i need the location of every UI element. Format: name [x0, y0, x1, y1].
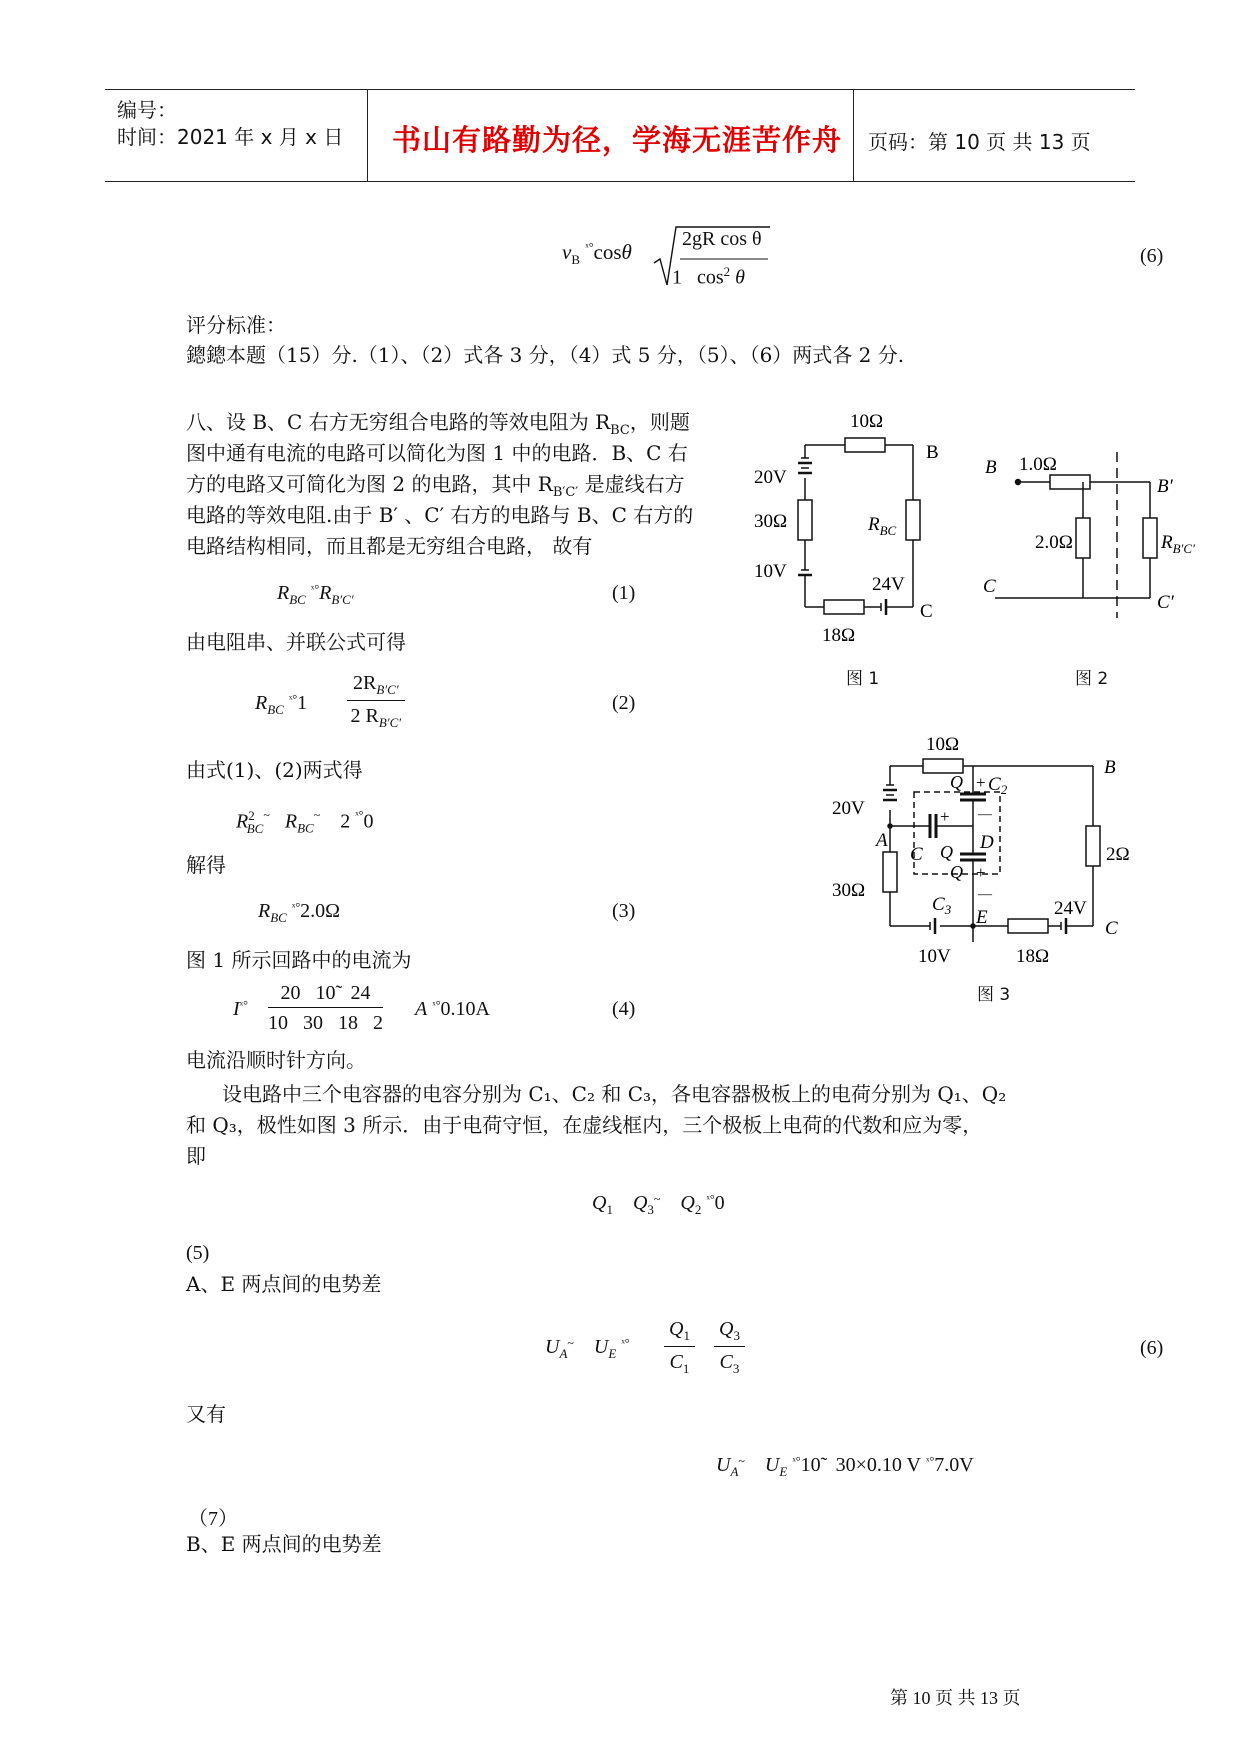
- fig2-c-label: C: [983, 576, 996, 597]
- para8-line1: 八、设 B、C 右方无穷组合电路的等效电阻为 $R_{BC}$，则题: [186, 410, 690, 438]
- fig3-plus2: +: [940, 807, 950, 826]
- equation-4-rhs: A $^{ˣ^\circ}$0.10A: [415, 998, 490, 1020]
- text-clockwise: 电流沿顺时针方向。: [186, 1048, 366, 1072]
- fig3-c1-label: C: [910, 844, 923, 865]
- fig1-v2-label: 10V: [754, 561, 787, 582]
- fig3-v2-label: 10V: [918, 946, 951, 967]
- equation-7: $U_A^\sim$ $U_E$ $^{ˣ^\circ}$10̃ 30×0.10 V $^{ˣ^\circ}$7.0V: [716, 1454, 974, 1479]
- fig3-v3-label: 24V: [1054, 898, 1087, 919]
- eq-number-5: (5): [186, 1242, 210, 1264]
- header-motto: 书山有路勤为径，学海无涯苦作舟: [392, 123, 843, 157]
- equation-vb: $v_B$ $^{ˣ^\circ}$cosθ: [562, 240, 632, 268]
- text-from-eq12: 由式(1)、(2)两式得: [186, 758, 363, 782]
- fig3-c-label: C: [1105, 918, 1118, 939]
- header-divider-left: [367, 89, 368, 182]
- fig3-c2-label: $C_2$: [988, 774, 1008, 797]
- equation-1: $R_{BC}$ $^{ˣ^\circ}R_{B'C'}$: [277, 582, 354, 607]
- fig1-r3-label: 18Ω: [822, 625, 856, 645]
- footer-page-number: 第 10 页 共 13 页: [890, 1688, 1021, 1708]
- fig3-q3-label: Q: [950, 862, 963, 882]
- text-series-parallel: 由电阻串、并联公式可得: [186, 630, 406, 654]
- fig3-a-label: A: [876, 830, 888, 851]
- header-divider-right: [853, 89, 854, 182]
- sqrt-numerator: 2gR cos θ: [682, 228, 762, 250]
- figure-3-caption: 图 3: [977, 985, 1011, 1005]
- text-current: 图 1 所示回路中的电流为: [186, 948, 412, 972]
- fig1-r1-label: 10Ω: [850, 411, 884, 432]
- para8-line5: 电路结构相同，而且都是无穷组合电路， 故有: [186, 534, 593, 558]
- fig2-r2-label: 2.0Ω: [1035, 532, 1073, 553]
- fig3-e-label: E: [976, 907, 988, 928]
- fig2-b-label: B: [985, 457, 997, 478]
- fig2-rbc-label: $R_{B'C'}$: [1161, 532, 1195, 556]
- fig3-minus1: —: [978, 807, 992, 822]
- fig1-rbc-label: $R_{BC}$: [868, 514, 897, 538]
- equation-5: $Q_1$ $Q_3^\sim$ $Q_2$ $^{ˣ^\circ}$0: [592, 1192, 725, 1217]
- equation-quadratic: $R^2_{BC}^\sim$ $R_{BC}^\sim$ 2 $^{ˣ^\circ}$0: [236, 808, 374, 836]
- fig3-r2-label: 2Ω: [1106, 844, 1130, 865]
- eq-symbol: v: [562, 240, 572, 264]
- equation-2-lhs: $R_{BC}$ $^{ˣ^\circ}$1: [255, 692, 308, 717]
- header-top-rule: [105, 89, 1135, 90]
- text-also: 又有: [186, 1402, 226, 1426]
- fig1-b-label: B: [926, 442, 939, 463]
- grading-title: 评分标准：: [186, 313, 286, 337]
- text-BE: B、E 两点间的电势差: [186, 1532, 382, 1556]
- figure-3-circuit: [830, 730, 1140, 975]
- para-cap-line2: 和 Q₃，极性如图 3 所示．由于电荷守恒，在虚线框内，三个极板上电荷的代数和应为零，: [186, 1113, 983, 1137]
- fig2-bp-label: B′: [1157, 476, 1173, 497]
- equation-6-lhs: $U_A^\sim$ $U_E$ $^{ˣ^\circ}$: [545, 1336, 630, 1361]
- equation-6-frac1: $Q_1$ $C_1$: [664, 1318, 695, 1377]
- fig3-plus3: +: [976, 863, 986, 882]
- fig3-r4-label: 18Ω: [1016, 946, 1050, 967]
- header-page-label: 页码：第 10 页 共 13 页: [868, 130, 1091, 154]
- eq-number-7: （7）: [188, 1508, 238, 1530]
- eq-number-3: (3): [612, 900, 636, 922]
- equation-4-fraction: 20 10̃ 24 10 30 18 2: [268, 982, 383, 1034]
- eq-number-6b: (6): [1140, 1337, 1164, 1359]
- header-number-label: 编号：: [117, 98, 177, 122]
- sqrt-denominator: 1 $\cos^2 \theta$: [672, 264, 745, 289]
- text-AE: A、E 两点间的电势差: [186, 1272, 382, 1296]
- fig3-v1-label: 20V: [832, 798, 865, 819]
- eq-number-2: (2): [612, 692, 636, 714]
- figure-2-circuit: [975, 440, 1195, 620]
- fig1-r2-label: 30Ω: [754, 511, 788, 532]
- eq-number-1: (1): [612, 582, 636, 604]
- para-cap-line1: 设电路中三个电容器的电容分别为 C₁、C₂ 和 C₃，各电容器极板上的电荷分别为 Q₁、Q₂: [222, 1082, 1007, 1106]
- figure-1-caption: 图 1: [846, 669, 880, 689]
- para8-line4: 电路的等效电阻.由于 B′ 、C′ 右方的电路与 B、C 右方的: [186, 503, 694, 527]
- equation-4-lhs: $I^{ˣ^\circ}$: [233, 998, 248, 1020]
- fig1-c-label: C: [920, 601, 933, 622]
- header-time-label: 时间：2021 年 x 月 x 日: [117, 125, 344, 149]
- fig3-r1-label: 10Ω: [926, 734, 960, 755]
- figure-2-caption: 图 2: [1075, 669, 1109, 689]
- header-bottom-rule: [105, 181, 1135, 182]
- fig2-r1-label: 1.0Ω: [1019, 454, 1057, 475]
- equation-6-frac2: $Q_3$ $C_3$: [714, 1318, 745, 1377]
- para8-line3: 方的电路又可简化为图 2 的电路，其中 $R_{B'C'}$ 是虚线右方: [186, 472, 685, 500]
- eq-number-4: (4): [612, 998, 636, 1020]
- fig3-b-label: B: [1104, 757, 1116, 778]
- fig1-v3-label: 24V: [872, 574, 905, 595]
- equation-3: $R_{BC}$ $^{ˣ^\circ}$2.0Ω: [258, 900, 340, 925]
- fig3-minus2: —: [978, 887, 992, 902]
- para-cap-line3: 即: [186, 1144, 206, 1168]
- text-solve: 解得: [186, 853, 226, 877]
- fig3-r3-label: 30Ω: [832, 880, 866, 901]
- fig3-c3-label: $C_3$: [932, 894, 952, 917]
- figure-1-circuit: [750, 405, 950, 645]
- fig3-d-label: D: [980, 832, 994, 853]
- grading-text: 鏓鏓本题（15）分.（1）、（2）式各 3 分，（4）式 5 分，（5）、（6）两式各 2 分.: [186, 343, 905, 367]
- para8-line2: 图中通有电流的电路可以简化为图 1 中的电路．B、C 右: [186, 441, 688, 465]
- fig1-v1-label: 20V: [754, 467, 787, 488]
- eq-number-6a: (6): [1140, 245, 1164, 267]
- fig3-q2-label: Q: [950, 772, 963, 792]
- equation-2-fraction: $2R_{B'C'}$ 2 $R_{B'C'}$: [347, 672, 405, 731]
- fig3-q-label: Q: [940, 842, 953, 862]
- fig2-cp-label: C′: [1157, 592, 1174, 613]
- fig3-plus1: +: [976, 773, 986, 792]
